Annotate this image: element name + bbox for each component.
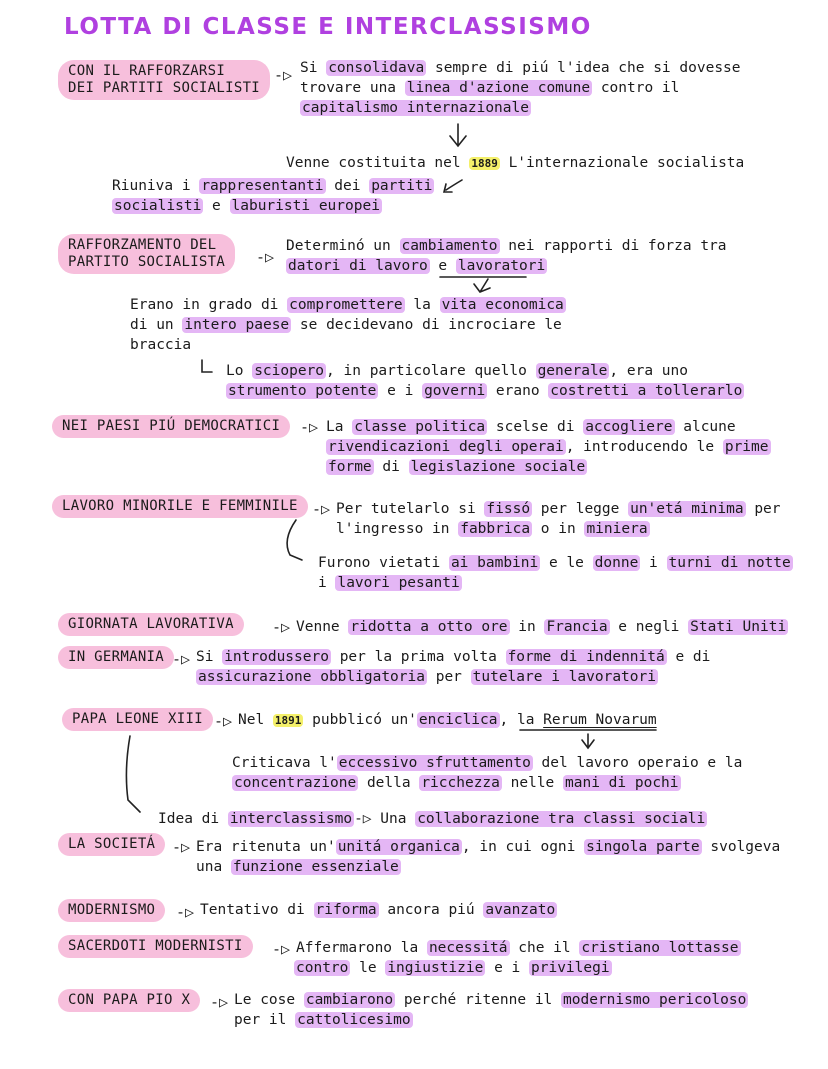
text-line: Si consolidava sempre di piú l'idea che si dovesse bbox=[300, 60, 741, 76]
text-line: trovare una linea d'azione comune contro il bbox=[300, 80, 680, 96]
text-line: i lavori pesanti bbox=[318, 575, 460, 591]
arrow-icon: -▷ bbox=[256, 248, 275, 266]
arrow-icon: -▷ bbox=[354, 811, 372, 827]
text-line: concentrazione della ricchezza nelle mani di pochi bbox=[234, 775, 679, 791]
text-line: rivendicazioni degli operai , introducendo le prime bbox=[328, 439, 769, 455]
tag-lavoro-minorile: LAVORO MINORILE E FEMMINILE bbox=[52, 495, 308, 518]
arrow-icon: -▷ bbox=[210, 993, 229, 1011]
text-line: l'ingresso in fabbrica o in miniera bbox=[336, 521, 648, 537]
text-line: una funzione essenziale bbox=[196, 859, 399, 875]
tag-partito-socialista bbox=[58, 234, 235, 274]
text-line: braccia bbox=[130, 337, 192, 353]
tag-papa-pio: CON PAPA PIO X bbox=[58, 989, 200, 1012]
text-line: Era ritenuta un' unitá organica , in cui ogni singola parte svolgeva bbox=[196, 839, 781, 855]
text-line: Si introdussero per la prima volta forme di indennitá e di bbox=[196, 649, 711, 665]
text-line: Criticava l' eccessivo sfruttamento del lavoro operaio e la bbox=[232, 755, 743, 771]
tag-line: PARTITO SOCIALISTA bbox=[68, 254, 226, 270]
tag-societa: LA SOCIETÁ bbox=[58, 833, 165, 856]
arrow-icon: -▷ bbox=[172, 838, 191, 856]
text-line: Affermarono la necessitá che il cristiano lottasse bbox=[296, 940, 739, 956]
tag-line: RAFFORZAMENTO DEL bbox=[68, 237, 217, 253]
text-line: Determinó un cambiamento nei rapporti di forza tra bbox=[286, 238, 727, 254]
text-line: contro le ingiustizie e i privilegi bbox=[296, 960, 610, 976]
page-title: LOTTA DI CLASSE E INTERCLASSISMO bbox=[64, 14, 592, 40]
text-line: Per tutelarlo si fissó per legge un'etá minima per bbox=[336, 501, 781, 517]
hook-arrow-1 bbox=[202, 360, 212, 372]
text-line: Riuniva i rappresentanti dei partiti bbox=[112, 178, 433, 194]
long-arrow bbox=[126, 736, 140, 812]
tag-paesi-democratici: NEI PAESI PIÚ DEMOCRATICI bbox=[52, 415, 290, 438]
arrow-icon: -▷ bbox=[272, 940, 291, 958]
tag-giornata-lavorativa: GIORNATA LAVORATIVA bbox=[58, 613, 244, 636]
text-line: Le cose cambiarono perché ritenne il modernismo pericoloso bbox=[234, 992, 747, 1008]
down-arrow-3 bbox=[582, 734, 594, 748]
text-line: Idea di interclassismo -▷ Una collaborazione tra classi sociali bbox=[158, 811, 706, 827]
tag-line: DEI PARTITI SOCIALISTI bbox=[68, 80, 261, 96]
text-line: strumento potente e i governi erano costretti a tollerarlo bbox=[228, 383, 743, 399]
arrow-icon: -▷ bbox=[272, 618, 291, 636]
text-line: per il cattolicesimo bbox=[234, 1012, 411, 1028]
text-line: La classe politica scelse di accogliere alcune bbox=[326, 419, 736, 435]
text-line: Venne costituita nel 1889 L'internazionale socialista bbox=[286, 155, 745, 171]
text-line: forme di legislazione sociale bbox=[328, 459, 586, 475]
arrow-icon: -▷ bbox=[172, 650, 191, 668]
tag-partiti-socialisti bbox=[58, 60, 270, 100]
tag-papa-leone: PAPA LEONE XIII bbox=[62, 708, 213, 731]
down-arrow-1 bbox=[450, 124, 466, 146]
arrow-icon: -▷ bbox=[312, 500, 331, 518]
text-line: Nel 1891 pubblicó un' enciclica , la Rerum Novarum bbox=[238, 712, 657, 728]
text-line: datori di lavoro e lavoratori bbox=[288, 258, 546, 274]
year-badge: 1891 bbox=[274, 714, 302, 727]
curve-arrow-1 bbox=[444, 180, 462, 192]
down-arrow-2 bbox=[474, 279, 490, 292]
text-line: Erano in grado di compromettere la vita economica bbox=[130, 297, 564, 313]
year-badge: 1889 bbox=[471, 157, 498, 170]
arrow-icon: -▷ bbox=[214, 712, 233, 730]
tag-modernismo: MODERNISMO bbox=[58, 899, 165, 922]
tag-germania: IN GERMANIA bbox=[58, 646, 174, 669]
text-line: assicurazione obbligatoria per tutelare i lavoratori bbox=[198, 669, 656, 685]
text-line: Lo sciopero , in particolare quello generale , era uno bbox=[226, 363, 688, 379]
text-line: socialisti e laburisti europei bbox=[114, 198, 380, 214]
tag-line: CON IL RAFFORZARSI bbox=[68, 63, 226, 79]
tag-sacerdoti-modernisti: SACERDOTI MODERNISTI bbox=[58, 935, 253, 958]
text-line: Venne ridotta a otto ore in Francia e negli Stati Uniti bbox=[296, 619, 787, 635]
text-line: Furono vietati ai bambini e le donne i turni di notte bbox=[318, 555, 791, 571]
text-line: di un intero paese se decidevano di incrociare le bbox=[130, 317, 562, 333]
arrow-icon: -▷ bbox=[176, 903, 195, 921]
curve-arrow-2 bbox=[287, 520, 302, 560]
text-line: capitalismo internazionale bbox=[302, 100, 529, 116]
text-line: Tentativo di riforma ancora piú avanzato bbox=[200, 902, 556, 918]
arrow-icon: -▷ bbox=[274, 66, 293, 84]
arrow-icon: -▷ bbox=[300, 418, 319, 436]
